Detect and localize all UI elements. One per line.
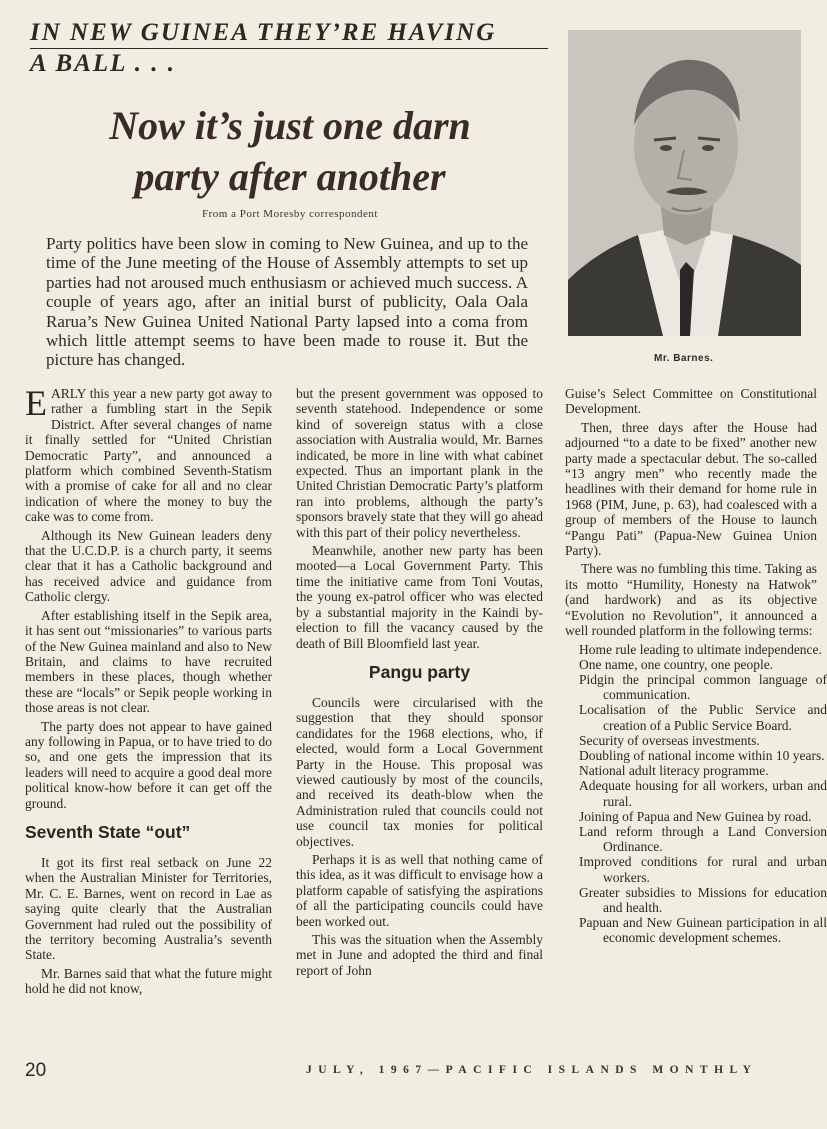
paragraph-text: ARLY this year a new party got away to rather a fumbling start in the Sepik District. After several changes of name it finally settled for “United Christian Democratic Party”, and announced a platform which combined Seventh-Statism with a promise of cake for all and no clear indication of where the money to buy the cake was to come from.	[25, 386, 272, 525]
paragraph: This was the situation when the Assembly met in June and adopted the third and final report of John	[296, 932, 543, 978]
article-headline	[40, 100, 540, 202]
list-item: Home rule leading to ultimate independence.	[579, 641, 822, 657]
paragraph: but the present government was opposed to seventh statehood. Independence or some kind of sovereign status with a close association with Australia would, Mr. Barnes indicated, be more in line with what cabinet expected. Thus an important plank in the United Christian Democratic Party’s platform ran into problems, although the party’s sponsors bravely state that they will go ahead with this part of their policy nevertheless.	[296, 386, 543, 540]
running-footer: JULY, 1967—PACIFIC ISLANDS MONTHLY	[306, 1064, 758, 1076]
paragraph: There was no fumbling this time. Taking as its motto “Humility, Honesty na Hatwok” (and hardwork) and as its objective “Evolution no Revolution”, it announced a well rounded platform in the following terms:	[565, 561, 817, 639]
portrait-man-icon	[568, 30, 801, 336]
paragraph: Mr. Barnes said that what the future might hold he did not know,	[25, 965, 272, 997]
article-column-2	[296, 386, 543, 981]
list-item: Doubling of national income within 10 years.	[579, 747, 825, 763]
paragraph	[25, 383, 272, 525]
paragraph: Councils were circularised with the suggestion that they should sponsor candidates for the 1968 elections, who, if elected, would form a Local Government Party in the House. This proposal was viewed cautiously by most of the councils, and received its death-blow when the Administration ruled that councils could not use council tax monies for political objectives.	[296, 694, 543, 849]
photo-caption: Mr. Barnes.	[654, 353, 714, 364]
list-item: Improved conditions for rural and urban workers.	[579, 854, 827, 885]
kicker-line-1: IN NEW GUINEA THEY’RE HAVING	[30, 18, 548, 49]
drop-cap: E	[25, 383, 47, 423]
headline-line-2: party after another	[134, 154, 446, 199]
headline-line-1: Now it’s just one darn	[109, 103, 471, 148]
list-item: Security of overseas investments.	[579, 732, 760, 748]
article-column-3	[565, 386, 827, 946]
paragraph: The party does not appear to have gained any following in Papua, or to have tried to do so, and one gets the impression that its leaders will need to acquire a good deal more political know-how before it can get off the ground.	[25, 718, 272, 811]
article-column-1	[25, 383, 272, 1000]
standfirst: Party politics have been slow in coming to New Guinea, and up to the time of the June meeting of the House of Assembly attempts to set up parties had not aroused much enthusiasm or achieved much success. A couple of years ago, after an initial burst of publicity, Oala Oala Rarua’s New Guinea United National Party lapsed into a coma from which little attempt seems to have been made to rouse it. But the picture has changed.	[46, 234, 528, 370]
page-number: 20	[25, 1060, 47, 1081]
subheading-pangu-party: Pangu party	[368, 661, 471, 682]
list-item: Pidgin the principal common language of communication.	[579, 671, 827, 703]
list-item: Land reform through a Land Conversion Ordinance.	[579, 823, 827, 855]
list-item: Papuan and New Guinean participation in all economic development schemes.	[579, 915, 827, 946]
paragraph: Perhaps it is as well that nothing came of this idea, as it was difficult to envisage how a platform capable of satisfying the aspirations of all the participating councils could have been worked out.	[296, 851, 543, 929]
subheading-seventh-state: Seventh State “out”	[25, 821, 191, 842]
portrait-photo	[568, 30, 801, 336]
list-item: One name, one country, one people.	[579, 656, 774, 672]
paragraph: Although its New Guinean leaders deny that the U.C.D.P. is a church party, it seems clear that it has a Catholic background and has received advice and guidance from Catholic clergy.	[25, 527, 272, 605]
paragraph: It got its first real setback on June 22 when the Australian Minister for Territories, Mr. C. E. Barnes, went on record in Lae as saying quite clearly that the Australian Government had ruled out the possibility of the territory becoming Australia’s seventh State.	[25, 854, 272, 963]
list-item: Adequate housing for all workers, urban and rural.	[579, 778, 827, 809]
paragraph: After establishing itself in the Sepik area, it has sent out “missionaries” to various parts of the New Guinea mainland and also to New Britain, and claims to have recruited members in these places, though whether these are “locals” or Sepik people working in those areas is not clear.	[25, 607, 272, 716]
paragraph: Guise’s Select Committee on Constitutional Development.	[565, 386, 817, 417]
kicker-line-2: A BALL . . .	[30, 50, 177, 77]
section-kicker	[30, 18, 550, 79]
list-item: National adult literacy programme.	[579, 763, 769, 779]
byline: From a Port Moresby correspondent	[202, 208, 378, 220]
list-item: Greater subsidies to Missions for education and health.	[579, 884, 827, 915]
list-item: Localisation of the Public Service and creation of a Public Service Board.	[579, 702, 827, 733]
paragraph: Meanwhile, another new party has been mooted—a Local Government Party. This time the initiative came from Toni Voutas, the young ex-patrol officer who was elected by a substantial majority in the Kaindi by-election to fill the vacancy caused by the death of Bill Bloomfield last year.	[296, 543, 543, 651]
paragraph: Then, three days after the House had adjourned “to a date to be fixed” another new party made a spectacular debut. The so-called “13 angry men” who recently made the headlines with their demand for home rule in 1968 (PIM, June, p. 63), had coalesced with a group of members of the House to launch “Pangu Pati” (Papua-New Guinea Union Party).	[565, 419, 817, 559]
list-item: Joining of Papua and New Guinea by road.	[579, 808, 812, 824]
platform-terms-list	[565, 641, 827, 946]
